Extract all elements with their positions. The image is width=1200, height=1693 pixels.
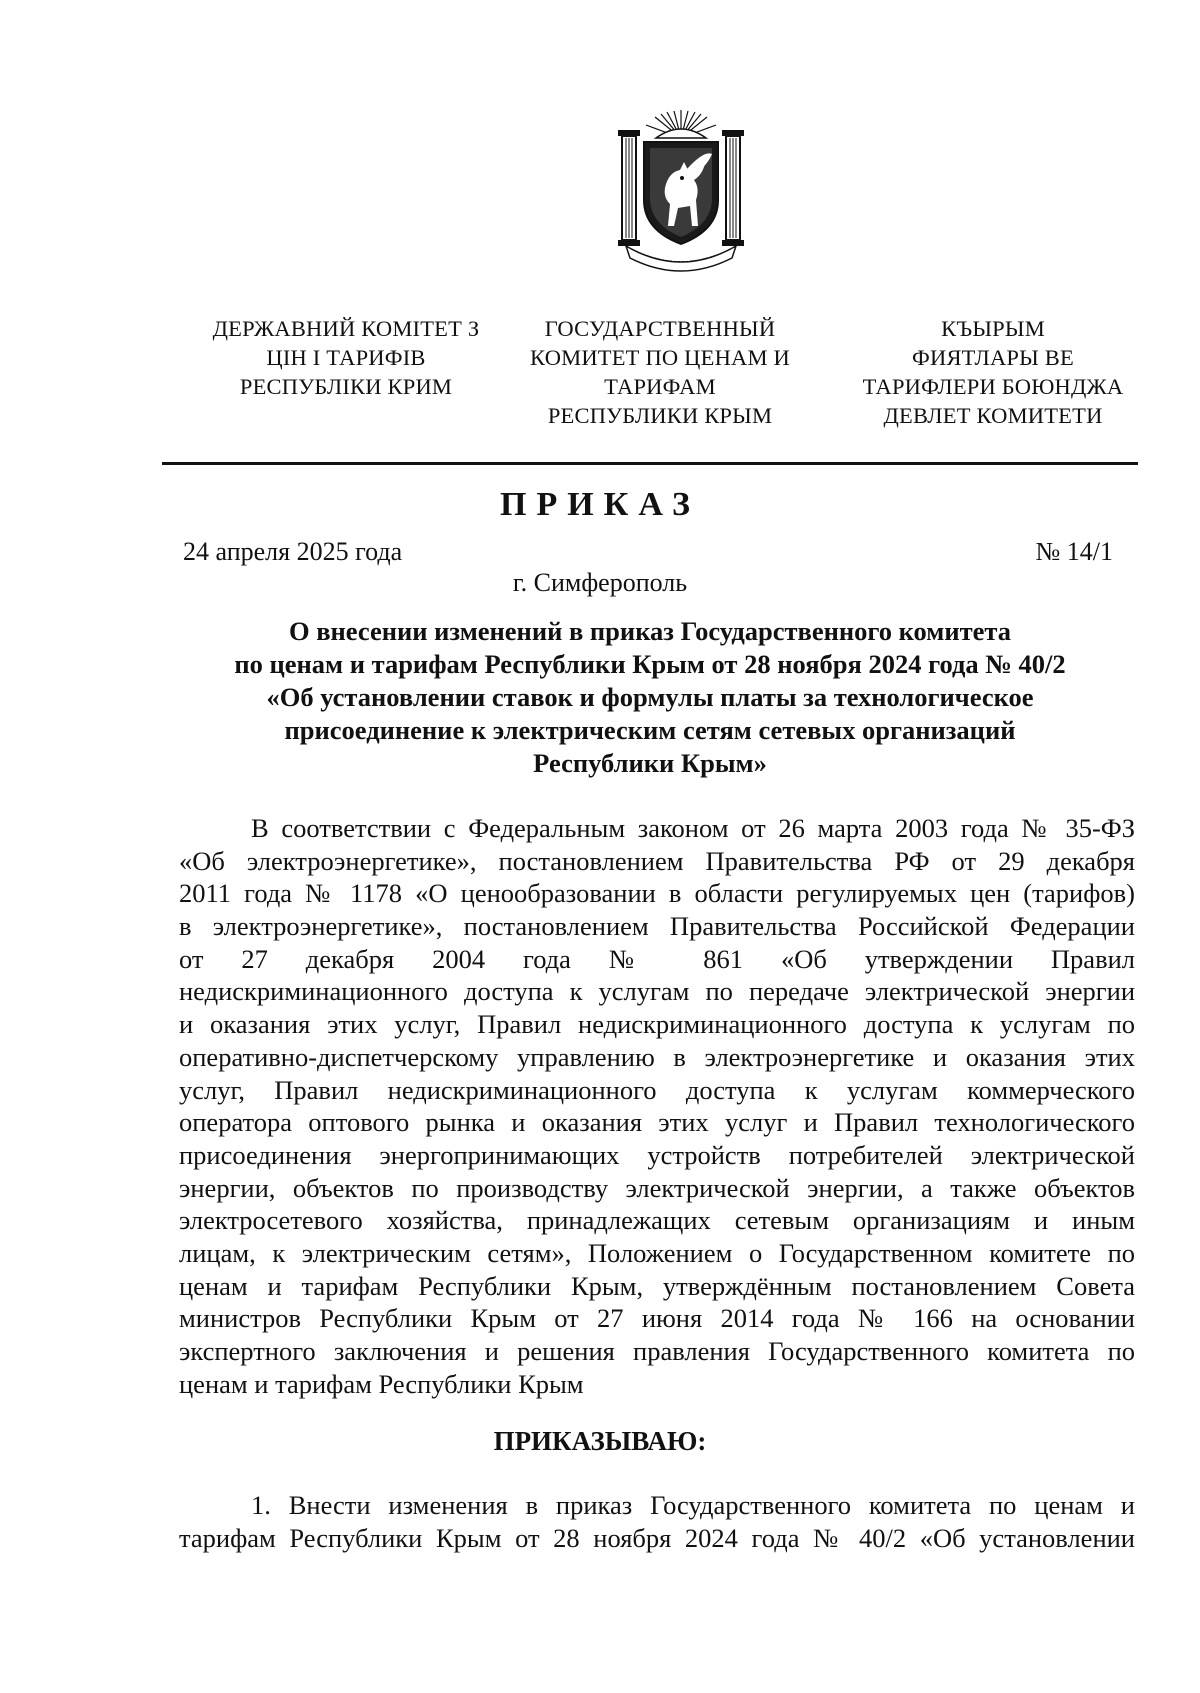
subject-line: Республики Крым» (533, 748, 767, 778)
body-line: недискриминационного доступа к услугам по передаче электрической энергии (179, 976, 1135, 1007)
body-line: энергии, объектов по производству электрической энергии, а также объектов (179, 1172, 1135, 1203)
body-line: услуг, Правил недискриминационного доступа к услугам коммерческого (179, 1074, 1135, 1105)
body-line: лицам, к электрическим сетям», Положением о Государственном комитете по (179, 1237, 1135, 1268)
header-ru-line: РЕСПУБЛИКИ КРЫМ (547, 403, 773, 428)
order-date: 24 апреля 2025 года (183, 537, 403, 566)
order-number: № 14/1 (1035, 537, 1113, 566)
body-line: оперативно-диспетчерскому управлению в электроэнергетике и оказания этих (179, 1041, 1135, 1072)
preamble-paragraph (179, 812, 1135, 1400)
item-line: тарифам Республики Крым от 28 ноября 2024 года № 40/2 «Об установлении (179, 1522, 1135, 1553)
body-line: ценам и тарифам Республики Крым (179, 1368, 584, 1399)
header-crh-line: ДЕВЛЕТ КОМИТЕТИ (883, 403, 1103, 428)
body-line: от 27 декабря 2004 года № 861 «Об утверждении Правил (179, 943, 1135, 974)
order-city: г. Симферополь (512, 568, 688, 597)
decree-heading: ПРИКАЗЫВАЮ: (493, 1426, 707, 1456)
body-line: 2011 года № 1178 «О ценообразовании в области регулируемых цен (тарифов) (179, 878, 1135, 909)
subject-line: «Об установлении ставок и формулы платы за технологическое (266, 682, 1034, 712)
body-line: в электроэнергетике», постановлением Правительства Российской Федерации (179, 911, 1135, 942)
header-ru-line: КОМИТЕТ ПО ЦЕНАМ И (530, 345, 790, 370)
body-line: «Об электроэнергетике», постановлением Правительства РФ от 29 декабря (179, 845, 1135, 876)
body-line: оператора оптового рынка и оказания этих услуг и Правил технологического (179, 1107, 1135, 1138)
crimea-coat-of-arms-icon (612, 108, 750, 276)
body-line: В соответствии с Федеральным законом от 26 марта 2003 года № 35-ФЗ (251, 813, 1135, 843)
header-divider (162, 462, 1138, 465)
header-ua-line: РЕСПУБЛІКИ КРИМ (239, 374, 453, 399)
document-title: ПРИКАЗ (500, 486, 700, 523)
order-item-1 (179, 1489, 1135, 1554)
subject-line: присоединение к электрическим сетям сетевых организаций (284, 715, 1016, 745)
header-ru (510, 314, 810, 430)
header-ru-line: ТАРИФАМ (604, 374, 716, 399)
body-line: экспертного заключения и решения правления Государственного комитета по (179, 1336, 1135, 1366)
header-ua-line: ДЕРЖАВНИЙ КОМІТЕТ З (212, 316, 480, 341)
header-crh-line: КЪЫРЫМ (941, 316, 1045, 341)
header-ua-line: ЦІН І ТАРИФІВ (266, 345, 426, 370)
body-line: министров Республики Крым от 27 июня 2014 года № 166 на основании (179, 1303, 1135, 1334)
subject-line: по ценам и тарифам Республики Крым от 28 ноября 2024 года № 40/2 (234, 649, 1066, 679)
header-crh-line: ФИЯТЛАРЫ ВЕ (912, 345, 1074, 370)
body-line: электросетевого хозяйства, принадлежащих сетевым организациям и иным (179, 1205, 1135, 1236)
header-ru-line: ГОСУДАРСТВЕННЫЙ (544, 316, 776, 341)
body-line: и оказания этих услуг, Правил недискриминационного доступа к услугам по (179, 1009, 1135, 1040)
body-line: ценам и тарифам Республики Крым, утверждённым постановлением Совета (179, 1270, 1135, 1301)
header-crh (838, 314, 1148, 430)
item-line: 1. Внести изменения в приказ Государственного комитета по ценам и (251, 1490, 1135, 1520)
order-subject (162, 615, 1138, 780)
header-crh-line: ТАРИФЛЕРИ БОЮНДЖА (862, 374, 1124, 399)
body-line: присоединения энергопринимающих устройств потребителей электрической (179, 1139, 1135, 1170)
subject-line: О внесении изменений в приказ Государственного комитета (288, 616, 1011, 646)
header-ua (196, 314, 496, 401)
